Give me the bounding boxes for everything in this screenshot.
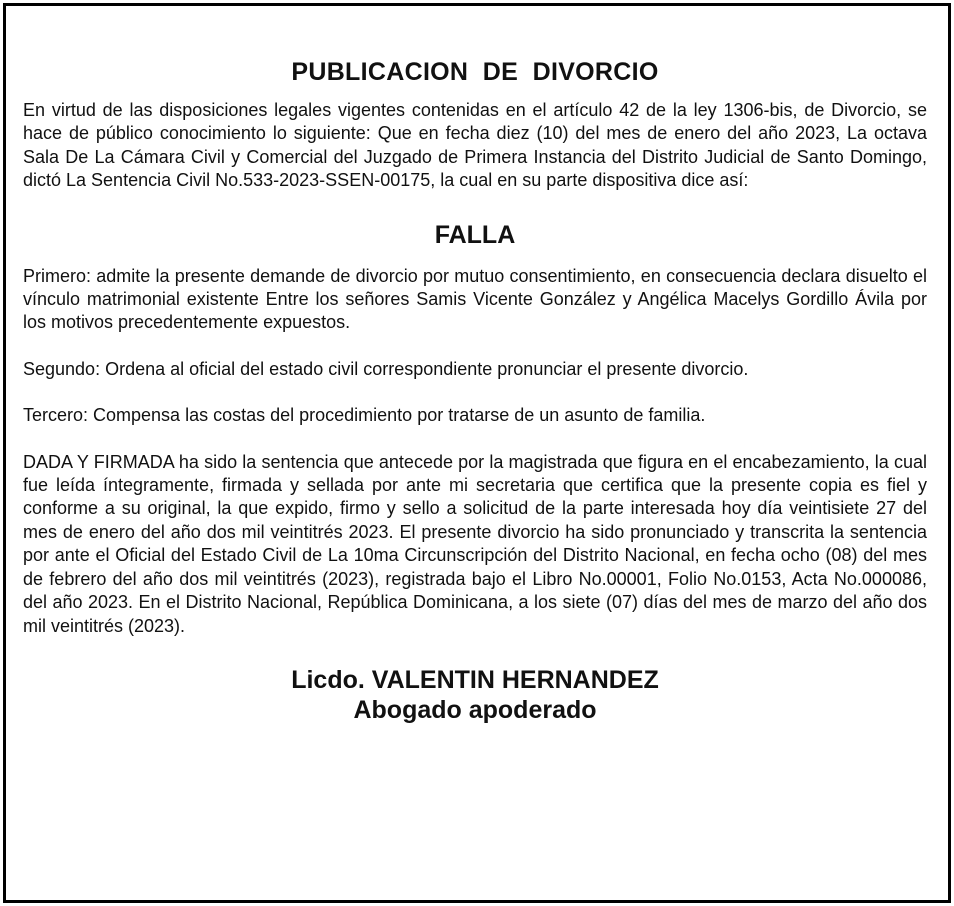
ruling-third-paragraph: Tercero: Compensa las costas del procedimiento por tratarse de un asunto de familia.	[23, 405, 706, 426]
ruling-first-paragraph: Primero: admite la presente demande de divorcio por mutuo consentimiento, en consecuencia declara disuelto el vínculo matrimonial existente Entre los señores Samis Vicente González y Angélica Macelys Gordillo Ávila por los motivos precedentemente expuestos.	[23, 265, 927, 333]
notice-content	[23, 6, 927, 725]
ruling-second-paragraph: Segundo: Ordena al oficial del estado civil correspondiente pronunciar el presente divorcio.	[23, 358, 749, 379]
ruling-heading: FALLA	[434, 220, 516, 249]
intro-paragraph: En virtud de las disposiciones legales vigentes contenidas en el artículo 42 de la ley 1306-bis, de Divorcio, se hace de público conocimiento lo siguiente: Que en fecha diez (10) del mes de enero del año 2023, La octava Sala De La Cámara Civil y Comercial del Juzgado de Primera Instancia del Distrito Judicial de Santo Domingo, dictó La Sentencia Civil No.533-2023-SSEN-00175, la cual en su parte dispositiva dice así:	[23, 100, 927, 191]
divorce-notice	[3, 3, 951, 903]
certification-paragraph: DADA Y FIRMADA ha sido la sentencia que antecede por la magistrada que figura en el encabezamiento, la cual fue leída íntegramente, firmada y sellada por ante mi secretaria que certifica que la presente copia es fiel y conforme a su original, la que expido, firmo y sello a solicitud de la parte interesada hoy día veintisiete 27 del mes de enero del año dos mil veintitrés 2023. El presente divorcio ha sido pronunciado y transcrita la sentencia por ante el Oficial del Estado Civil de La 10ma Circunscripción del Distrito Nacional, en fecha ocho (08) del mes de febrero del año dos mil veintitrés (2023), registrada bajo el Libro No.00001, Folio No.0153, Acta No.000086, del año 2023. En el Distrito Nacional, República Dominicana, a los siete (07) días del mes de marzo del año dos mil veintitrés (2023).	[23, 451, 927, 636]
notice-title: PUBLICACION DE DIVORCIO	[291, 58, 659, 86]
signer-name: Licdo. VALENTIN HERNANDEZ	[291, 665, 659, 694]
signature-block	[23, 665, 927, 725]
signer-role: Abogado apoderado	[353, 695, 597, 724]
